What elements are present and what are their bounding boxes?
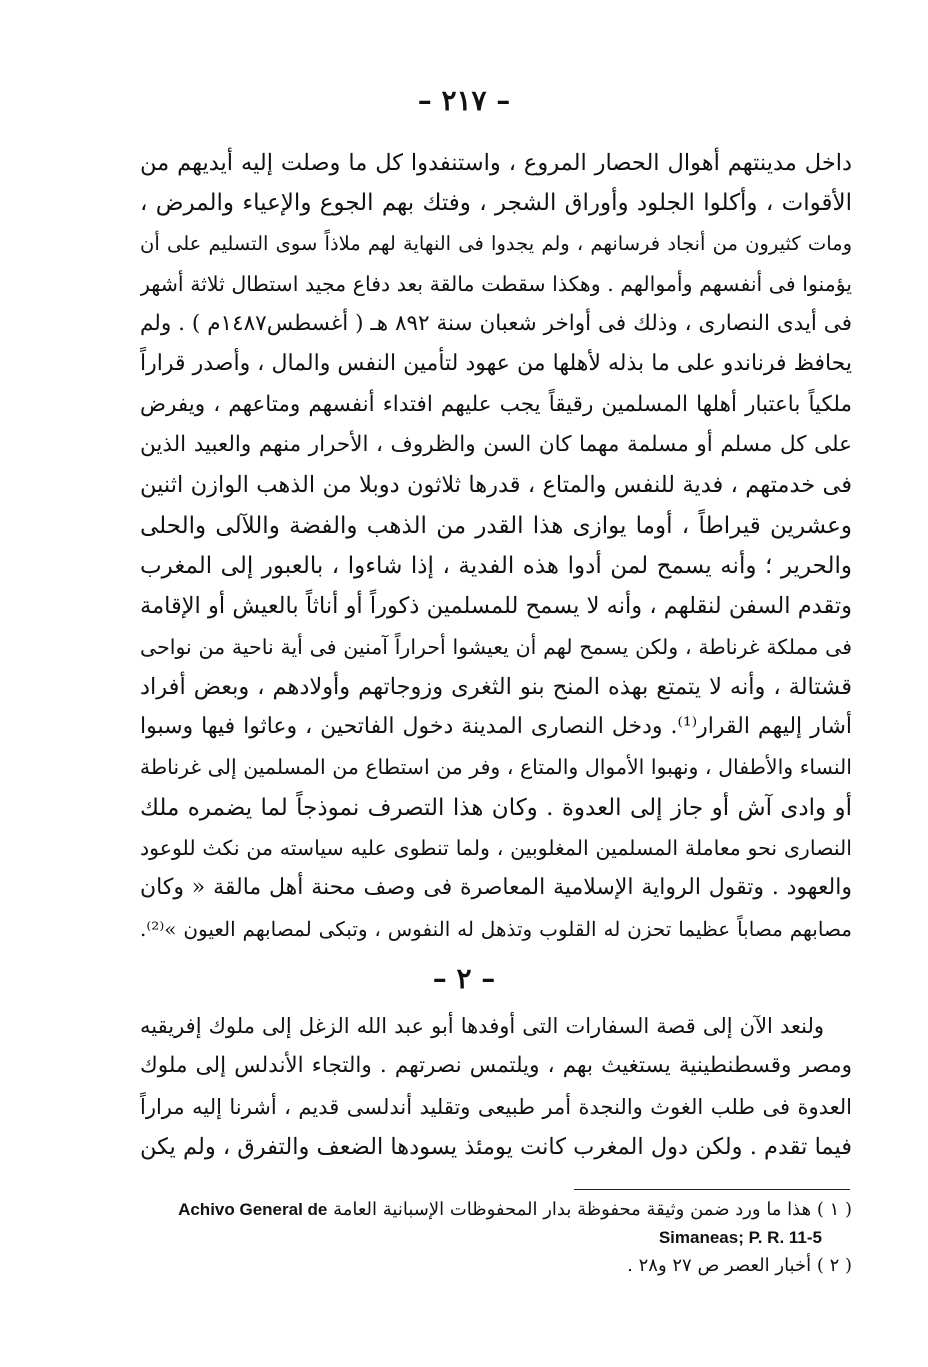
footnote-1 [140, 1196, 852, 1224]
text-line: فيما تقدم . ولكن دول المغرب كانت يومئذ يسودها الضعف والتفرق ، ولم يكن [140, 1133, 852, 1160]
footnote-2: ( ٢ ) أخبار العصر ص ٢٧ و٢٨ . [627, 1255, 852, 1276]
text-line: أو وادى آش أو جاز إلى العدوة . وكان هذا التصرف نموذجاً لما يضمره ملك [140, 794, 852, 821]
text-line: أشار إليهم القرار⁽¹⁾. ودخل النصارى المدينة دخول الفاتحين ، وعاثوا فيها وسبوا [140, 714, 852, 740]
text-line: والحرير ؛ وأنه يسمح لمن أدوا هذه الفدية ، إذا شاءوا ، بالعبور إلى المغرب [140, 552, 852, 579]
text-line: يحافظ فرناندو على ما بذله لأهلها من عهود لتأمين النفس والمال ، وأصدر قراراً [140, 351, 852, 377]
text-line: وتقدم السفن لنقلهم ، وأنه لا يسمح للمسلمين ذكوراً أو أناثاً بالعيش أو الإقامة [140, 593, 852, 620]
section-number: – ٢ – [432, 962, 496, 995]
text-line: فى أيدى النصارى ، وذلك فى أواخر شعبان سنة ٨٩٢ هـ ( أغسطس١٤٨٧م ) . ولم [140, 311, 852, 337]
text-line: قشتالة ، وأنه لا يتمتع بهذه المنح بنو الثغرى وزوجاتهم وأولادهم ، وبعض أفراد [140, 673, 852, 700]
text-line: يؤمنوا فى أنفسهم وأموالهم . وهكذا سقطت مالقة بعد دفاع مجيد استطال ثلاثة أشهر [140, 271, 852, 296]
paragraph-section-2 [140, 1006, 852, 1167]
page-number: – ٢١٧ – [417, 84, 511, 117]
paragraph-main [140, 143, 852, 949]
text-line: ملكياً باعتبار أهلها المسلمين رقيقاً يجب عليهم افتداء أنفسهم ومتاعهم ، ويفرض [140, 391, 852, 417]
text-line: ومصر وقسطنطينية يستغيث بهم ، ويلتمس نصرتهم . والتجاء الأندلس إلى ملوك [140, 1053, 852, 1079]
footnotes [140, 1196, 852, 1280]
text-line: فى مملكة غرناطة ، ولكن يسمح لهم أن يعيشوا أحراراً آمنين فى أية ناحية من نواحى [140, 634, 852, 659]
footnote-1-latin-b: Simaneas; P. R. 11-5 [658, 1228, 822, 1247]
footnote-1-arabic: ( ١ ) هذا ما ورد ضمن وثيقة محفوظة بدار المحفوظات الإسبانية العامة [333, 1199, 852, 1220]
text-line: وعشرين قيراطاً ، أوما يوازى هذا القدر من الذهب والفضة واللآلى والحلى [140, 512, 852, 539]
text-line: والعهود . وتقول الرواية الإسلامية المعاصرة فى وصف محنة أهل مالقة « وكان [140, 875, 852, 901]
text-line: الأقوات ، وأكلوا الجلود وأوراق الشجر ، وفتك بهم الجوع والإعياء والمرض ، [140, 190, 852, 217]
text-line: فى خدمتهم ، فدية للنفس والمتاع ، قدرها ثلاثون دوبلا من الذهب الوازن اثنين [140, 472, 852, 499]
text-line: النساء والأطفال ، ونهبوا الأموال والمتاع ، وفر من استطاع من المسلمين إلى غرناطة [140, 755, 852, 780]
text-line: النصارى نحو معاملة المسلمين المغلوبين ، ولما تنطوى عليه سياسته من نكث للوعود [140, 836, 852, 861]
text-line: العدوة فى طلب الغوث والنجدة أمر طبيعى وتقليد أندلسى قديم ، أشرنا إليه مراراً [140, 1094, 852, 1119]
footnote-divider [574, 1189, 850, 1190]
text-line: مصابهم مصاباً عظيما تحزن له القلوب وتذهل له النفوس ، وتبكى لمصابهم العيون »⁽²⁾. [140, 916, 852, 941]
footnote-1-latin-a: Achivo General de [178, 1200, 328, 1219]
text-line: داخل مدينتهم أهوال الحصار المروع ، واستنفدوا كل ما وصلت إليه أيديهم من [140, 150, 852, 176]
text-line: ومات كثيرون من أنجاد فرسانهم ، ولم يجدوا فى النهاية لهم ملاذاً سوى التسليم على أن [140, 231, 852, 255]
text-line: على كل مسلم أو مسلمة مهما كان السن والظروف ، الأحرار منهم والعبيد الذين [140, 432, 852, 458]
text-line: ولنعد الآن إلى قصة السفارات التى أوفدها أبو عبد الله الزغل إلى ملوك إفريقيه [140, 1014, 824, 1038]
